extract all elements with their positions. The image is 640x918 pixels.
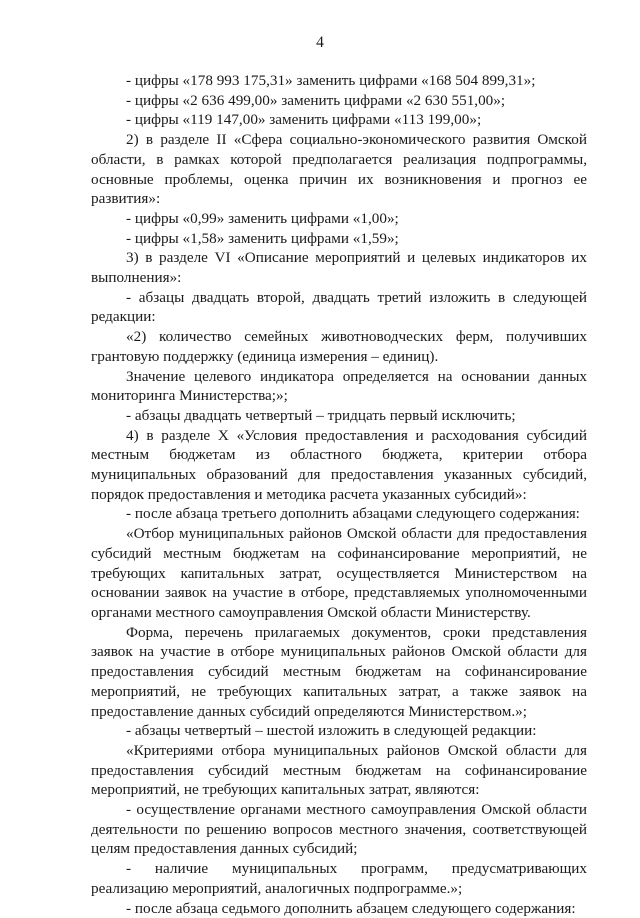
paragraph: «Отбор муниципальных районов Омской области для предоставления субсидий местным бюджетам на софинансирование мероприятий, не требующих капитальных затрат, осуществляется Министерством на основании заявок на участие в отборе, представляемых уполномоченными органами местного самоуправления Омской области Министерству. xyxy=(91,525,587,621)
paragraph: - абзацы четвертый – шестой изложить в следующей редакции: xyxy=(126,722,537,740)
paragraph: - цифры «178 993 175,31» заменить цифрами «168 504 899,31»; xyxy=(126,72,536,89)
paragraph: - после абзаца седьмого дополнить абзацем следующего содержания: xyxy=(126,899,576,917)
paragraph: «2) количество семейных животноводческих ферм, получивших грантовую поддержку (единица измерения – единиц). xyxy=(91,328,587,365)
paragraph: - абзацы двадцать четвертый – тридцать первый исключить; xyxy=(126,406,516,424)
paragraph: 4) в разделе X «Условия предоставления и расходования субсидий местным бюджетам из областного бюджета, критерии отбора муниципальных образований для предоставления указанных субсидий, порядок предоставления и методика расчета указанных субсидий»: xyxy=(91,426,587,503)
paragraph: Форма, перечень прилагаемых документов, сроки представления заявок на участие в отборе муниципальных районов Омской области для предоставления субсидий местным бюджетам на софинансирование мероприятий, не требующих капитальных затрат, а также заявок на предоставление данных субсидий определяются Министерством.»; xyxy=(91,623,587,720)
paragraph: «Критериями отбора муниципальных районов Омской области для предоставления субсидий местным бюджетам на софинансирование мероприятий, не требующих капитальных затрат, являются: xyxy=(91,741,587,799)
paragraph: - цифры «119 147,00» заменить цифрами «113 199,00»; xyxy=(126,111,482,129)
paragraph: Значение целевого индикатора определяется на основании данных мониторинга Министерства;»; xyxy=(91,367,587,405)
document-body xyxy=(91,71,587,918)
paragraph: - цифры «0,99» заменить цифрами «1,00»; xyxy=(126,209,399,227)
paragraph: 3) в разделе VI «Описание мероприятий и целевых индикаторов их выполнения»: xyxy=(91,249,587,287)
paragraph: - цифры «2 636 499,00» заменить цифрами «2 630 551,00»; xyxy=(126,91,506,109)
page-number: 4 xyxy=(316,34,324,51)
paragraph: - цифры «1,58» заменить цифрами «1,59»; xyxy=(126,229,399,247)
paragraph: - наличие муниципальных программ, предусматривающих реализацию мероприятий, аналогичных подпрограмме.»; xyxy=(91,860,587,897)
paragraph: - абзацы двадцать второй, двадцать третий изложить в следующей редакции: xyxy=(91,288,587,326)
paragraph: 2) в разделе II «Сфера социально-экономического развития Омской области, в рамках которой предполагается реализация подпрограммы, основные проблемы, оценка причин их возникновения и прогноз ее развития»: xyxy=(91,131,587,208)
paragraph: - осуществление органами местного самоуправления Омской области деятельности по решению вопросов местного значения, соответствующей целям предоставления данных субсидий; xyxy=(91,801,587,858)
paragraph: - после абзаца третьего дополнить абзацами следующего содержания: xyxy=(126,505,580,523)
